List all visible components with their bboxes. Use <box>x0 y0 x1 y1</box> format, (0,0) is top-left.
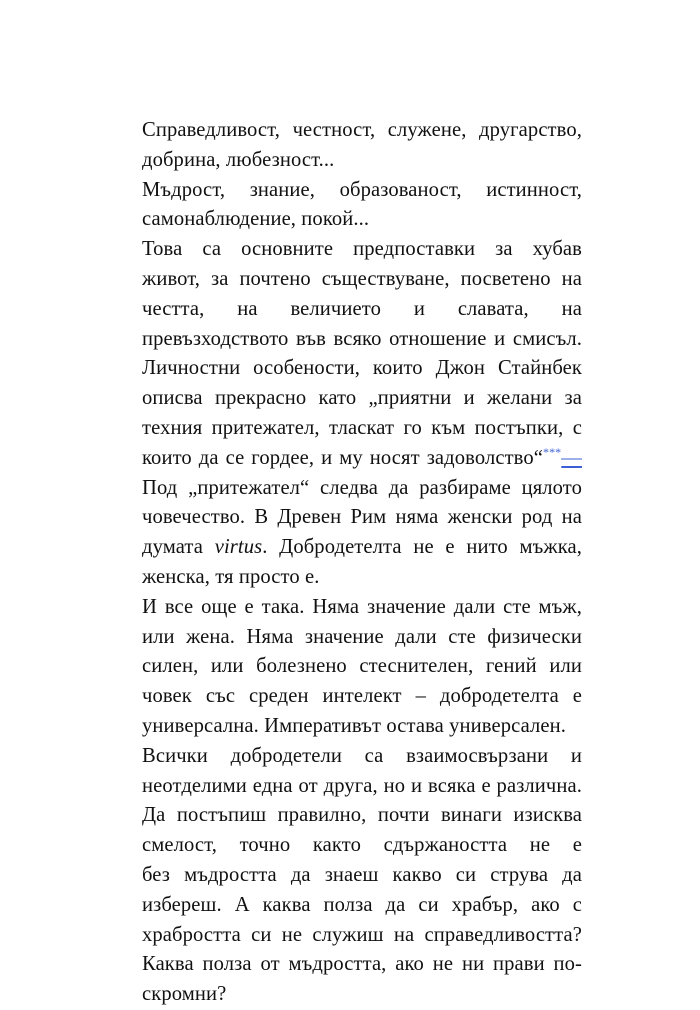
text-segment: честта, на величието и славата, на <box>142 297 582 320</box>
text-line <box>142 980 582 1010</box>
text-segment: Личностни особености, които Джон Стайнбек <box>142 357 582 380</box>
text-line <box>142 861 582 891</box>
text-line <box>142 116 582 146</box>
text-segment: без мъдростта да знаеш какво си струва да <box>142 863 582 886</box>
text-segment: Справедливост, честност, служене, другарство, <box>142 119 582 141</box>
text-segment: човек със среден интелект – добродетелта е <box>142 685 582 708</box>
paragraph <box>142 176 582 236</box>
text-line <box>142 593 582 623</box>
text-line <box>142 563 582 593</box>
text-line <box>142 503 582 533</box>
text-segment: описва прекрасно като „приятни и желани за <box>142 387 582 410</box>
text-line <box>142 444 582 474</box>
text-line <box>142 176 582 206</box>
text-segment: Мъдрост, знание, образованост, истинност, <box>142 178 582 201</box>
text-line <box>142 384 582 414</box>
text-segment: думата <box>142 536 215 559</box>
text-segment: техния притежател, тласкат го към постъпки, с <box>142 416 582 439</box>
text-line <box>142 772 582 802</box>
text-segment: живот, за почтено съществуване, посветено на <box>142 267 582 290</box>
text-segment: И все още е така. Няма значение дали сте мъж, <box>142 595 582 618</box>
paragraph <box>142 116 582 176</box>
footnote-link[interactable]: *** <box>542 444 562 459</box>
text-segment: човечество. В Древен Рим няма женски род на <box>142 506 582 529</box>
text-line <box>142 652 582 682</box>
text-segment: Да постъпиш правилно, почти винаги изисква <box>142 804 582 827</box>
italic-word: virtus <box>214 536 263 559</box>
paragraph <box>142 235 582 593</box>
text-segment: превъзходството във всяко отношение и смисъл. <box>142 327 582 350</box>
text-segment: Каква полза от мъдростта, ако не ни прави по- <box>142 953 582 976</box>
text-segment: които да се гордее, и му носят задоволство“ <box>142 446 543 469</box>
text-segment: Под „притежател“ следва да разбираме цялото <box>142 476 582 499</box>
text-line <box>142 831 582 861</box>
text-line <box>142 533 582 563</box>
text-line <box>142 891 582 921</box>
text-segment: или жена. Няма значение дали сте физически <box>142 625 582 648</box>
text-line <box>142 414 582 444</box>
paragraph <box>142 593 582 742</box>
text-line <box>142 712 582 742</box>
text-line <box>142 325 582 355</box>
body-text <box>142 116 582 1010</box>
text-line <box>142 235 582 265</box>
text-segment: храбростта си не служиш на справедливостта? <box>142 923 582 946</box>
text-segment: скромни? <box>142 983 227 1006</box>
text-segment: смелост, точно както сдържаността не е <box>142 834 582 857</box>
text-line <box>142 265 582 295</box>
text-segment: силен, или болезнено стеснителен, гений или <box>142 655 582 678</box>
text-segment: добрина, любезност... <box>142 148 335 171</box>
text-line <box>142 921 582 951</box>
text-segment: неотделими една от друга, но и всяка е различна. <box>142 774 582 797</box>
text-segment: . Добродетелта не е нито мъжка, <box>262 536 582 559</box>
text-segment: избереш. А каква полза да си храбър, ако с <box>142 893 582 916</box>
text-line <box>142 801 582 831</box>
paragraph <box>142 742 582 1010</box>
footnote-dash[interactable]: — <box>561 446 582 469</box>
text-line <box>142 295 582 325</box>
text-line <box>142 146 582 176</box>
text-segment: Това са основните предпоставки за хубав <box>142 238 582 261</box>
text-segment: Всички добродетели са взаимосвързани и <box>142 744 582 767</box>
text-line <box>142 354 582 384</box>
text-line <box>142 205 582 235</box>
text-segment: женска, тя просто е. <box>142 565 320 588</box>
text-segment: самонаблюдение, покой... <box>142 208 370 231</box>
text-line <box>142 623 582 653</box>
text-line <box>142 742 582 772</box>
text-line <box>142 950 582 980</box>
text-line <box>142 474 582 504</box>
text-segment: универсална. Императивът остава универсален. <box>142 714 566 737</box>
text-line <box>142 682 582 712</box>
